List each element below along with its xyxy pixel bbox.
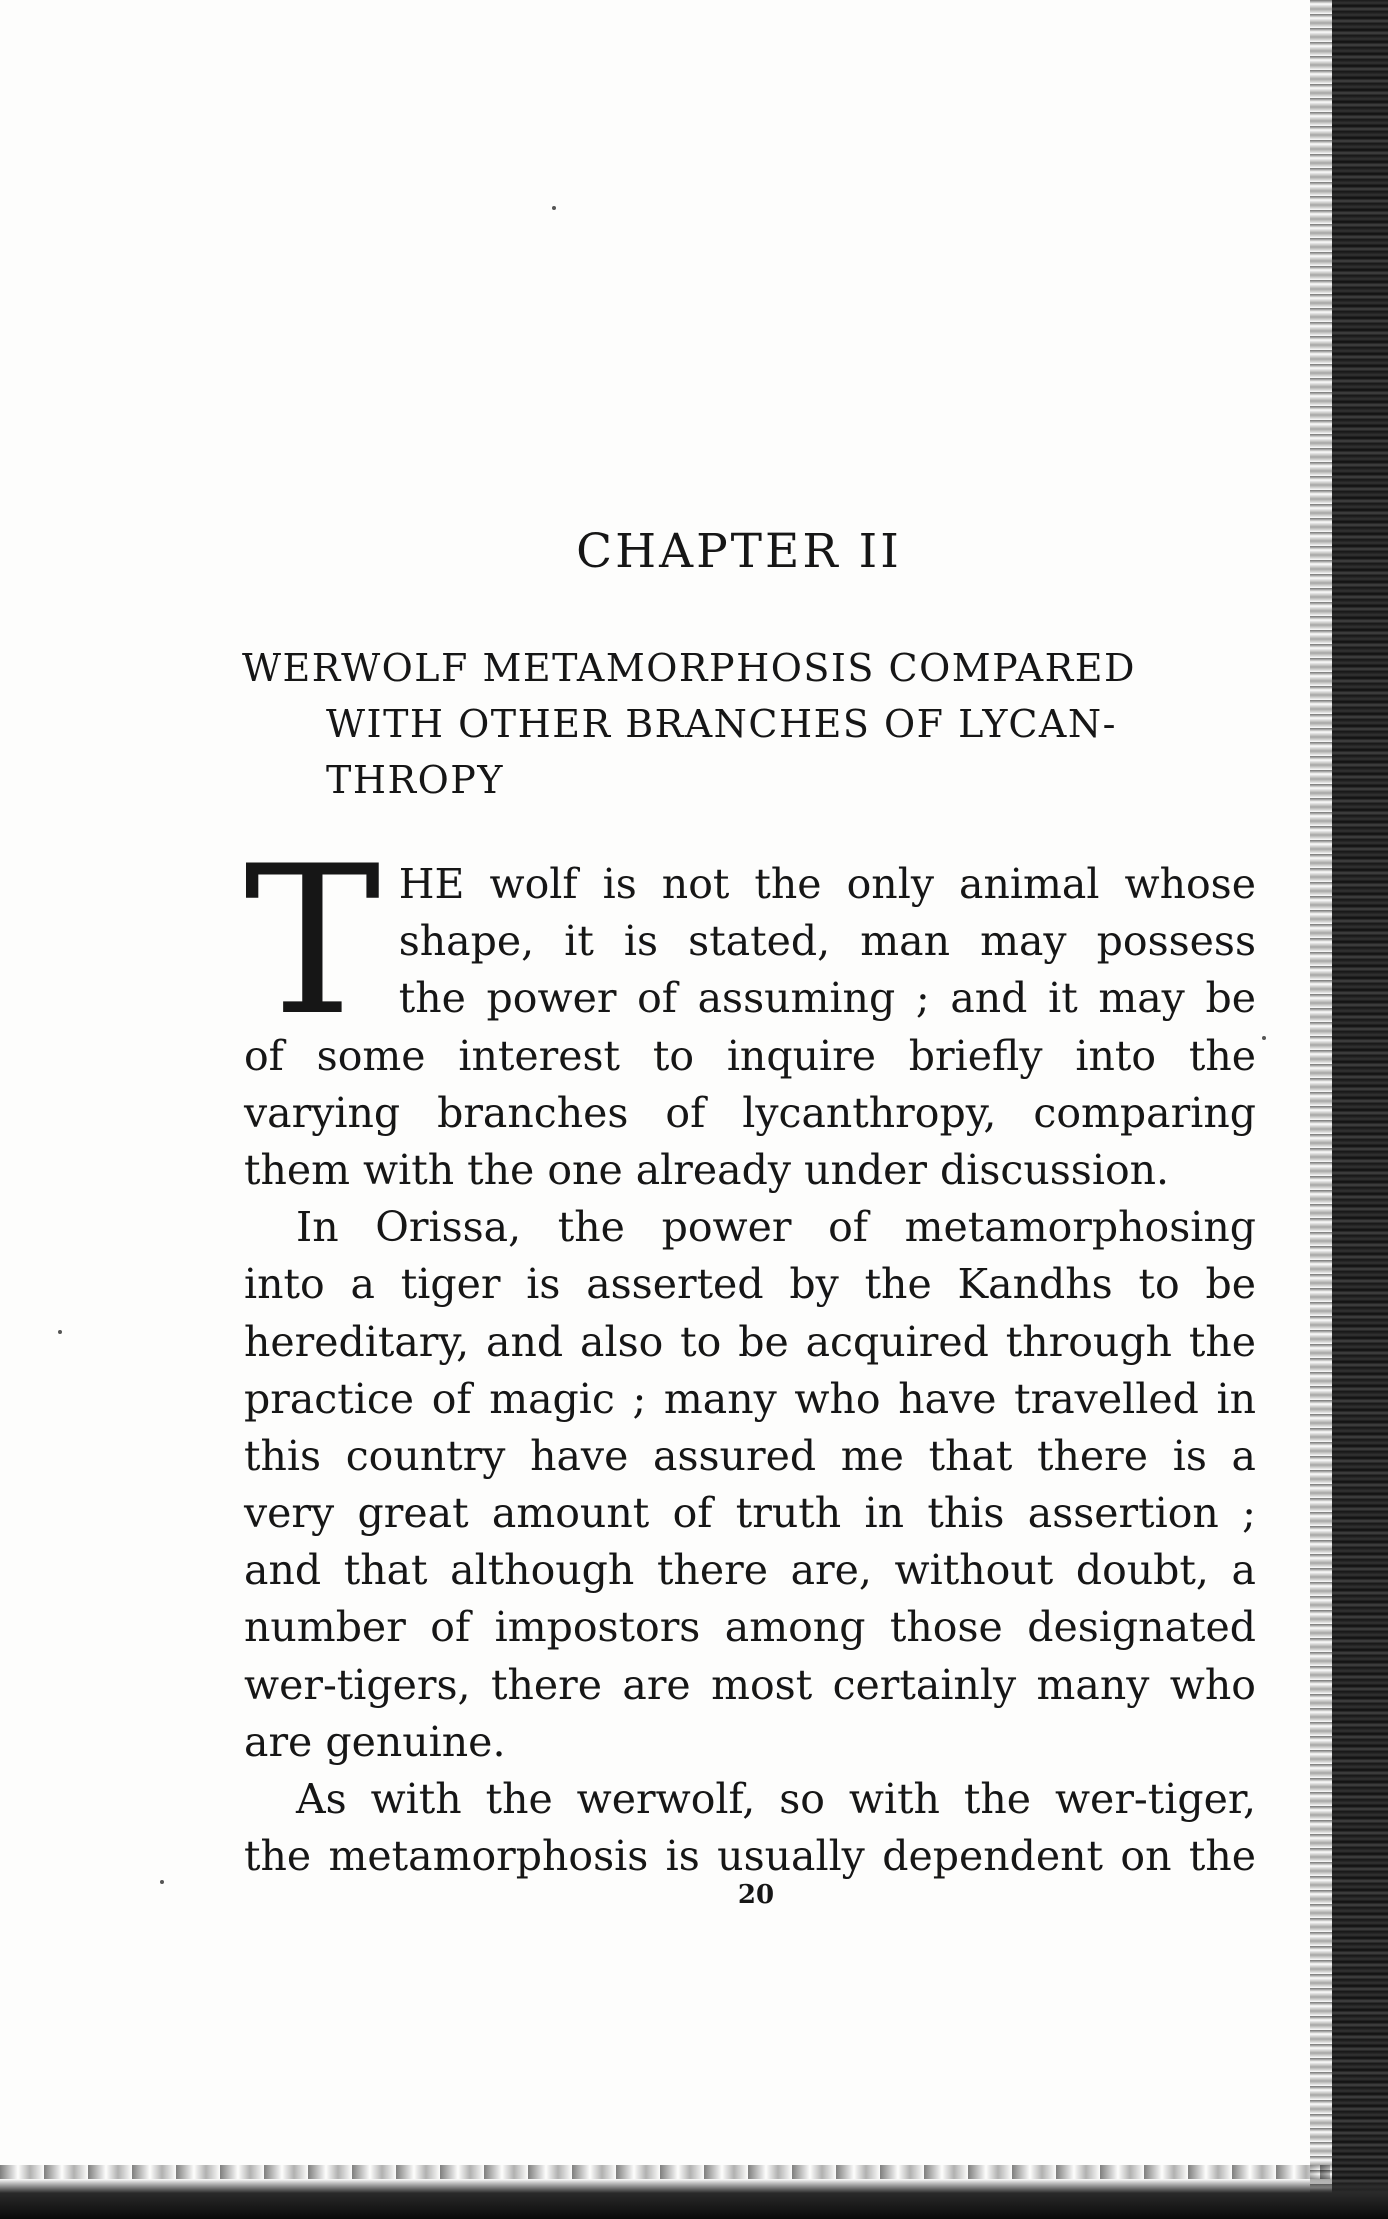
chapter-title: CHAPTER II xyxy=(576,524,902,579)
drop-cap: T xyxy=(244,823,381,1061)
text-line: shape, it is stated, man may possess xyxy=(398,917,1256,966)
text-line: As with the werwolf, so with the wer-tiger, xyxy=(296,1775,1256,1823)
scan-speck xyxy=(552,206,556,210)
text-line: are genuine. xyxy=(244,1717,506,1766)
text-line: varying branches of lycanthropy, comparing xyxy=(244,1088,1256,1137)
paragraph xyxy=(244,1771,1256,1885)
text-line: hereditary, and also to be acquired through the xyxy=(244,1317,1256,1366)
text-line: practice of magic ; many who have travelled in xyxy=(244,1374,1256,1423)
text-line: the power of assuming ; and it may be xyxy=(398,974,1256,1023)
text-line: very great amount of truth in this assertion ; xyxy=(244,1489,1256,1538)
chapter-heading xyxy=(242,640,1262,808)
text-line: of some interest to inquire briefly into the xyxy=(244,1031,1256,1080)
text-line: In Orissa, the power of metamorphosing xyxy=(296,1203,1256,1252)
text-line: HE wolf is not the only animal whose xyxy=(398,860,1256,908)
text-line: number of impostors among those designated xyxy=(244,1603,1256,1652)
body-text xyxy=(244,823,1256,1885)
page-number: 20 xyxy=(737,1880,775,1910)
text-line: and that although there are, without doubt, a xyxy=(244,1546,1256,1595)
heading-line: THROPY xyxy=(326,758,504,802)
scan-speck xyxy=(58,1330,62,1334)
scan-speck xyxy=(1262,1036,1266,1040)
heading-line: WERWOLF METAMORPHOSIS COMPARED xyxy=(242,646,1136,690)
paragraph xyxy=(244,823,1256,1199)
bottom-edge-shadow xyxy=(0,2179,1388,2219)
text-line: the metamorphosis is usually dependent on the xyxy=(244,1832,1256,1881)
text-line: into a tiger is asserted by the Kandhs to be xyxy=(244,1260,1256,1309)
text-line: this country have assured me that there is a xyxy=(244,1431,1256,1480)
paragraph xyxy=(244,1199,1256,1771)
heading-line: WITH OTHER BRANCHES OF LYCAN- xyxy=(326,702,1117,746)
text-line: them with the one already under discussion. xyxy=(244,1145,1170,1194)
text-line: wer-tigers, there are most certainly many who xyxy=(244,1660,1256,1709)
